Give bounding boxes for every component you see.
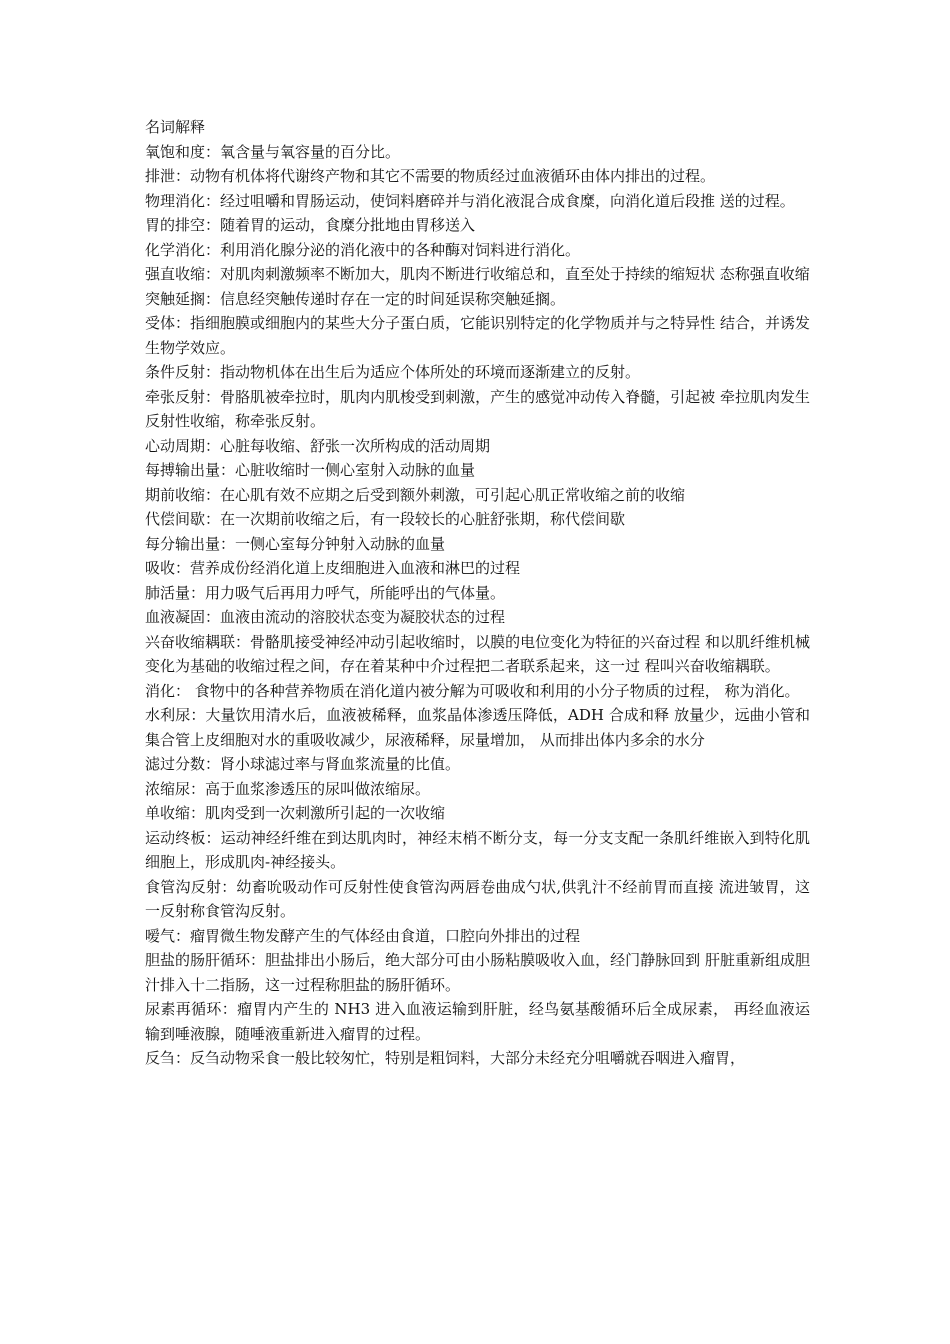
definition-entry: 血液凝固：血液由流动的溶胶状态变为凝胶状态的过程 (145, 608, 506, 626)
definition-entry: 期前收缩：在心肌有效不应期之后受到额外刺激，可引起心肌正常收缩之前的收缩 (145, 485, 686, 504)
definition-entry: 胃的排空：随着胃的运动，食糜分批地由胃移送入 (145, 216, 476, 234)
definition-entry: 胆盐的肠肝循环：胆盐排出小肠后，绝大部分可由小肠粘膜吸收入血，经门静脉回到 肝脏重新组成胆汁排入十二指肠，这一过程称胆盐的肠肝循环。 (145, 951, 810, 994)
definition-entry: 化学消化：利用消化腺分泌的消化液中的各种酶对饲料进行消化。 (145, 240, 581, 259)
definition-entry: 反刍：反刍动物采食一般比较匆忙，特别是粗饲料，大部分未经充分咀嚼就吞咽进入瘤胃， (145, 1049, 746, 1067)
definition-entry: 每分输出量：一侧心室每分钟射入动脉的血量 (145, 534, 446, 553)
definition-entry: 心动周期：心脏每收缩、舒张一次所构成的活动周期 (145, 436, 491, 455)
definition-entry: 牵张反射：骨胳肌被牵拉时，肌肉内肌梭受到刺激，产生的感觉冲动传入脊髓，引起被 牵拉肌肉发生反射性收缩，称牵张反射。 (145, 387, 810, 430)
definition-entry: 吸收：营养成份经消化道上皮细胞进入血液和淋巴的过程 (145, 559, 521, 577)
section-heading: 名词解释 (145, 118, 206, 136)
definition-entry: 消化： 食物中的各种营养物质在消化道内被分解为可吸收和利用的小分子物质的过程， 称为消化。 (145, 681, 800, 700)
definition-entry: 排泄：动物有机体将代谢终产物和其它不需要的物质经过血液循环由体内排出的过程。 (145, 167, 716, 185)
definition-entry: 每搏输出量：心脏收缩时一侧心室射入动脉的血量 (145, 461, 476, 479)
document-body (145, 115, 810, 1071)
definition-entry: 尿素再循环：瘤胃内产生的 NH3 进入血液运输到肝脏，经鸟氨基酸循环后全成尿素， 再经血液运输到唾液腺，随唾液重新进入瘤胃的过程。 (145, 1000, 810, 1043)
definition-entry: 单收缩：肌肉受到一次刺激所引起的一次收缩 (145, 804, 446, 822)
definition-entry: 浓缩尿：高于血浆渗透压的尿叫做浓缩尿。 (145, 779, 431, 798)
definition-entry: 运动终板：运动神经纤维在到达肌肉时，神经末梢不断分支，每一分支支配一条肌纤维嵌入到特化肌细胞上，形成肌肉-神经接头。 (145, 828, 810, 871)
definition-entry: 肺活量：用力吸气后再用力呼气，所能呼出的气体量。 (145, 583, 506, 602)
definition-entry: 物理消化：经过咀嚼和胃肠运动，使饲料磨碎并与消化液混合成食糜，向消化道后段推 送的过程。 (145, 191, 795, 210)
definition-entry: 嗳气：瘤胃微生物发酵产生的气体经由食道，口腔向外排出的过程 (145, 926, 581, 945)
definition-entry: 突触延搁：信息经突触传递时存在一定的时间延误称突触延搁。 (145, 289, 566, 308)
definition-entry: 水利尿：大量饮用清水后，血液被稀释，血浆晶体渗透压降低，ADH 合成和释 放量少，远曲小管和集合管上皮细胞对水的重吸收减少，尿液稀释，尿量增加， 从而排出体内多余的水分 (145, 706, 810, 749)
definition-entry: 强直收缩：对肌肉刺激频率不断加大，肌肉不断进行收缩总和，直至处于持续的缩短状 态称强直收缩 (145, 265, 810, 283)
definition-entry: 滤过分数：肾小球滤过率与肾血浆流量的比值。 (145, 755, 461, 773)
definition-entry: 代偿间歇：在一次期前收缩之后，有一段较长的心脏舒张期，称代偿间歇 (145, 510, 626, 528)
definition-entry: 食管沟反射：幼畜吮吸动作可反射性使食管沟两唇卷曲成勺状,供乳汁不经前胃而直接 流进皱胃，这一反射称食管沟反射。 (145, 877, 810, 920)
definition-entry: 兴奋收缩耦联：骨骼肌接受神经冲动引起收缩时，以膜的电位变化为特征的兴奋过程 和以肌纤维机械变化为基础的收缩过程之间，存在着某种中介过程把二者联系起来，这一过 程叫兴奋收缩耦联。 (145, 632, 810, 675)
definition-entry: 氧饱和度：氧含量与氧容量的百分比。 (145, 142, 401, 161)
definition-entry: 受体：指细胞膜或细胞内的某些大分子蛋白质，它能识别特定的化学物质并与之特异性 结合，并诱发生物学效应。 (145, 314, 810, 357)
definition-entry: 条件反射：指动物机体在出生后为适应个体所处的环境而逐渐建立的反射。 (145, 363, 641, 381)
